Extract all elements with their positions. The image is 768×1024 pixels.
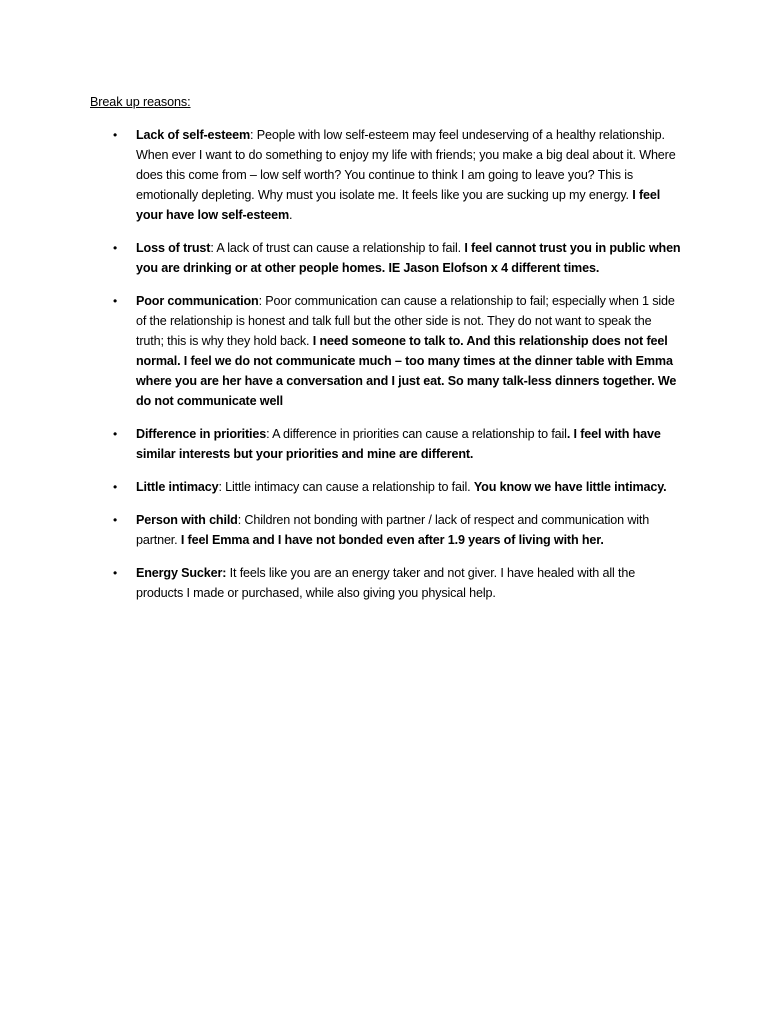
item-text: Poor communication can cause a relationship to fail; especially when 1 side of the relationship is honest and talk full but the other side is not. They do not want to speak the truth; this is why they hold back. — [136, 294, 675, 348]
item-text: It feels like you are an energy taker and not giver. I have healed with all the products I made or purchased, while also giving you physical help. — [136, 566, 636, 600]
item-label: Person with child — [136, 513, 238, 527]
list-item — [0, 125, 681, 225]
item-text: Children not bonding with partner / lack of respect and communication with partner. — [136, 513, 650, 547]
item-separator: : — [266, 427, 273, 441]
list-item — [0, 563, 681, 603]
bullet-icon: • — [113, 294, 118, 308]
list-item — [0, 424, 681, 464]
item-bold-text: . I feel with have similar interests but your priorities and mine are different. — [136, 427, 661, 461]
item-separator: : — [258, 294, 266, 308]
item-label: Lack of self-esteem — [136, 128, 251, 142]
item-bold-text: I feel Emma and I have not bonded even after 1.9 years of living with her. — [180, 533, 604, 547]
item-text: A lack of trust can cause a relationship to fail. — [216, 241, 465, 255]
item-bold-text: I feel your have low self-esteem — [136, 188, 661, 222]
list-item — [0, 477, 681, 497]
item-label: Loss of trust — [136, 241, 211, 255]
bullet-icon: • — [113, 480, 118, 494]
item-bold-text: I need someone to talk to. And this relationship does not feel normal. I feel we do not communicate much – too many times at the dinner table with Emma where you are her have a conversation and I just eat. So many talk-less dinners together. We do not communicate well — [136, 334, 677, 408]
item-text: People with low self-esteem may feel undeserving of a healthy relationship. When ever I want to do something to enjoy my life with friends; you make a big deal about it. Where does this come from – low self worth? You continue to think I am going to leave you? This is emotionally depleting. Why must you isolate me. It feels like you are sucking up my energy. — [136, 128, 676, 202]
item-text: A difference in priorities can cause a relationship to fail — [272, 427, 567, 441]
item-separator: : — [210, 241, 217, 255]
list-item — [0, 238, 681, 278]
item-separator: : — [218, 480, 226, 494]
item-label: Energy Sucker: — [136, 566, 227, 580]
item-separator: : — [250, 128, 257, 142]
list-item — [0, 510, 681, 550]
document-heading: Break up reasons: — [90, 95, 191, 109]
item-bold-text: You know we have little intimacy. — [473, 480, 667, 494]
item-tail: . — [289, 208, 293, 222]
bullet-icon: • — [113, 566, 118, 580]
bullet-icon: • — [113, 513, 118, 527]
bullet-icon: • — [113, 128, 118, 142]
list-item — [0, 291, 681, 411]
item-text: Little intimacy can cause a relationship to fail. — [225, 480, 474, 494]
item-separator: : — [237, 513, 245, 527]
item-label: Poor communication — [136, 294, 259, 308]
item-label: Little intimacy — [136, 480, 219, 494]
reasons-list — [0, 125, 768, 616]
item-bold-text: I feel cannot trust you in public when you are drinking or at other people homes. IE Jason Elofson x 4 different times. — [136, 241, 681, 275]
item-label: Difference in priorities — [136, 427, 267, 441]
bullet-icon: • — [113, 427, 118, 441]
bullet-icon: • — [113, 241, 118, 255]
